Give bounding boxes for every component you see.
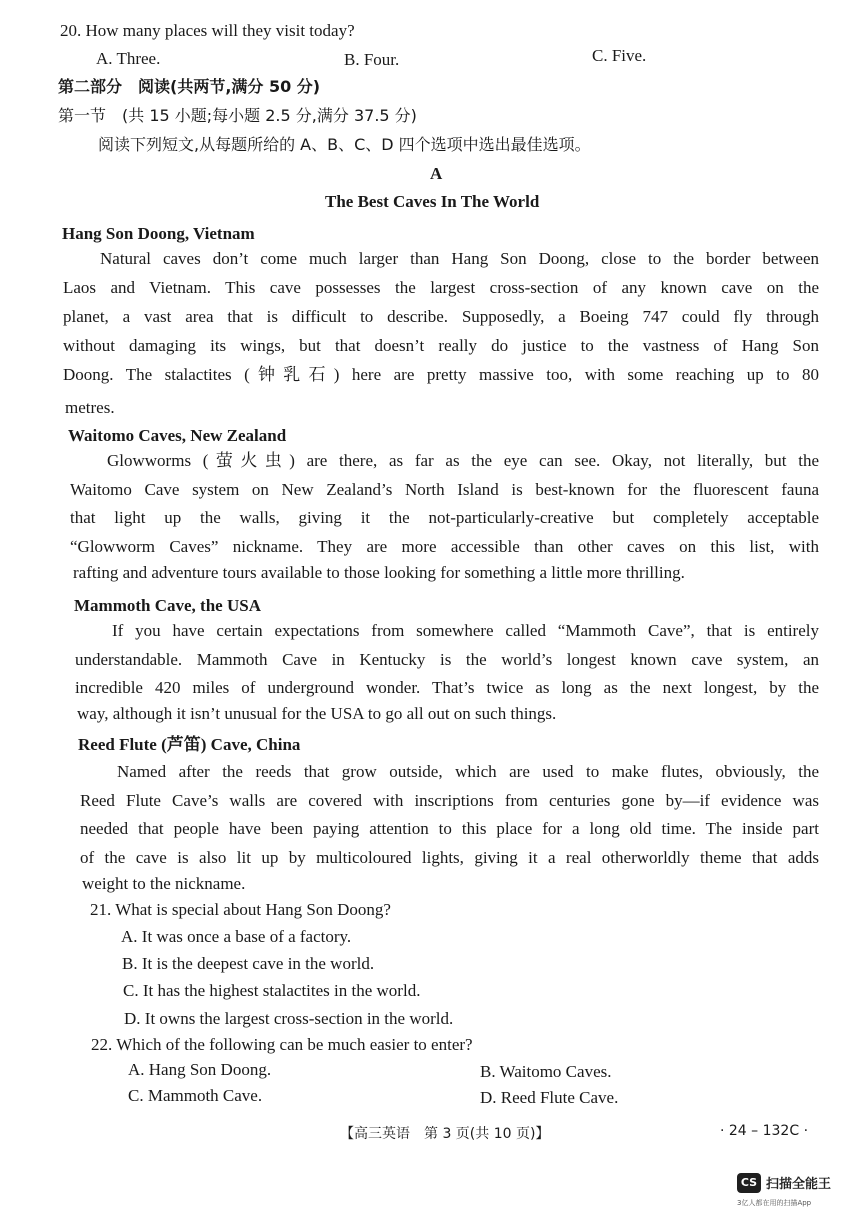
- q22-stem: 22. Which of the following can be much easier to enter?: [91, 1035, 473, 1054]
- section-heading-mammoth-cave: Mammoth Cave, the USA: [74, 596, 261, 615]
- q21-option-d: D. It owns the largest cross-section in the world.: [124, 1009, 454, 1028]
- paragraph-line: Waitomo Cave system on New Zealand’s North Island is best-known for the fluorescent fauna: [70, 479, 819, 499]
- watermark-name: 扫描全能王: [766, 1177, 832, 1192]
- q22-option-c: C. Mammoth Cave.: [128, 1086, 263, 1105]
- section-heading-reed-flute-cave: Reed Flute (芦笛) Cave, China: [78, 735, 301, 754]
- camscanner-logo-icon: CS: [737, 1173, 761, 1193]
- paragraph-line: Natural caves don’t come much larger than Hang Son Doong, close to the border between: [100, 249, 819, 268]
- passage-letter: A: [430, 164, 443, 183]
- q20-option-a: A. Three.: [96, 49, 161, 68]
- reading-instruction: 阅读下列短文,从每题所给的 A、B、C、D 四个选项中选出最佳选项。: [98, 135, 591, 154]
- q22-option-d: D. Reed Flute Cave.: [480, 1088, 619, 1107]
- q21-stem: 21. What is special about Hang Son Doong?: [90, 900, 391, 919]
- paragraph-line: “Glowworm Caves” nickname. They are more accessible than other caves on this list, with: [70, 536, 819, 556]
- page-footer: 【高三英语 第 3 页(共 10 页)】: [340, 1126, 550, 1142]
- paragraph-line: of the cave is also lit up by multicoloured lights, giving it a real otherworldly theme that adds: [80, 847, 819, 867]
- q22-option-b: B. Waitomo Caves.: [480, 1062, 612, 1081]
- paragraph-line: If you have certain expectations from somewhere called “Mammoth Cave”, that is entirely: [112, 621, 819, 640]
- paragraph-hang-son-doong: [63, 244, 819, 389]
- watermark-tagline: 3亿人都在用的扫描App: [737, 1199, 812, 1207]
- paragraph-line: that light up the walls, giving it the not-particularly-creative but completely acceptable: [70, 508, 819, 527]
- paragraph-waitomo-caves: [70, 447, 819, 561]
- paragraph-line: Doong. The stalactites (钟乳石) here are pretty massive too, with some reaching up to 80: [63, 365, 819, 384]
- q21-option-b: B. It is the deepest cave in the world.: [122, 954, 375, 973]
- q20-option-c: C. Five.: [592, 46, 647, 65]
- paragraph-last-line: weight to the nickname.: [82, 874, 246, 893]
- paragraph-line: incredible 420 miles of underground wonder. That’s twice as long as the next longest, by the: [75, 678, 819, 697]
- section-heading-waitomo-caves: Waitomo Caves, New Zealand: [68, 426, 287, 445]
- paragraph-reed-flute-cave: [80, 758, 819, 872]
- paragraph-last-line: way, although it isn’t unusual for the USA to go all out on such things.: [77, 704, 557, 723]
- q21-option-a: A. It was once a base of a factory.: [121, 927, 352, 946]
- paragraph-last-line: metres.: [65, 398, 115, 417]
- q20-stem: 20. How many places will they visit today?: [60, 21, 355, 40]
- paragraph-line: Glowworms (萤火虫) are there, as far as the eye can see. Okay, not literally, but the: [107, 451, 819, 470]
- paragraph-mammoth-cave: [75, 617, 819, 703]
- paragraph-last-line: rafting and adventure tours available to those looking for something a little more thrilling.: [73, 563, 685, 582]
- paragraph-line: understandable. Mammoth Cave in Kentucky is the world’s longest known cave system, an: [75, 649, 819, 669]
- paragraph-line: Named after the reeds that grow outside, which are used to make flutes, obviously, the: [117, 762, 819, 781]
- paragraph-line: needed that people have been paying attention to this place for a long old time. The inside part: [80, 819, 819, 838]
- exam-code: · 24 – 132C ·: [720, 1123, 809, 1139]
- q20-option-b: B. Four.: [344, 50, 400, 69]
- paragraph-line: without damaging its wings, but that doesn’t really do justice to the vastness of Hang Son: [63, 336, 819, 355]
- q22-option-a: A. Hang Son Doong.: [128, 1060, 272, 1079]
- section-heading-hang-son-doong: Hang Son Doong, Vietnam: [62, 224, 255, 243]
- section1-title: 第一节 (共 15 小题;每小题 2.5 分,满分 37.5 分): [58, 106, 417, 125]
- paragraph-line: Laos and Vietnam. This cave possesses the largest cross-section of any known cave on the: [63, 278, 819, 297]
- part2-title: 第二部分 阅读(共两节,满分 50 分): [58, 77, 321, 96]
- passage-title: The Best Caves In The World: [325, 192, 540, 211]
- paragraph-line: Reed Flute Cave’s walls are covered with inscriptions from centuries gone by—if evidence was: [80, 790, 819, 810]
- q21-option-c: C. It has the highest stalactites in the world.: [123, 981, 421, 1000]
- paragraph-line: planet, a vast area that is difficult to describe. Supposedly, a Boeing 747 could fly through: [63, 307, 819, 326]
